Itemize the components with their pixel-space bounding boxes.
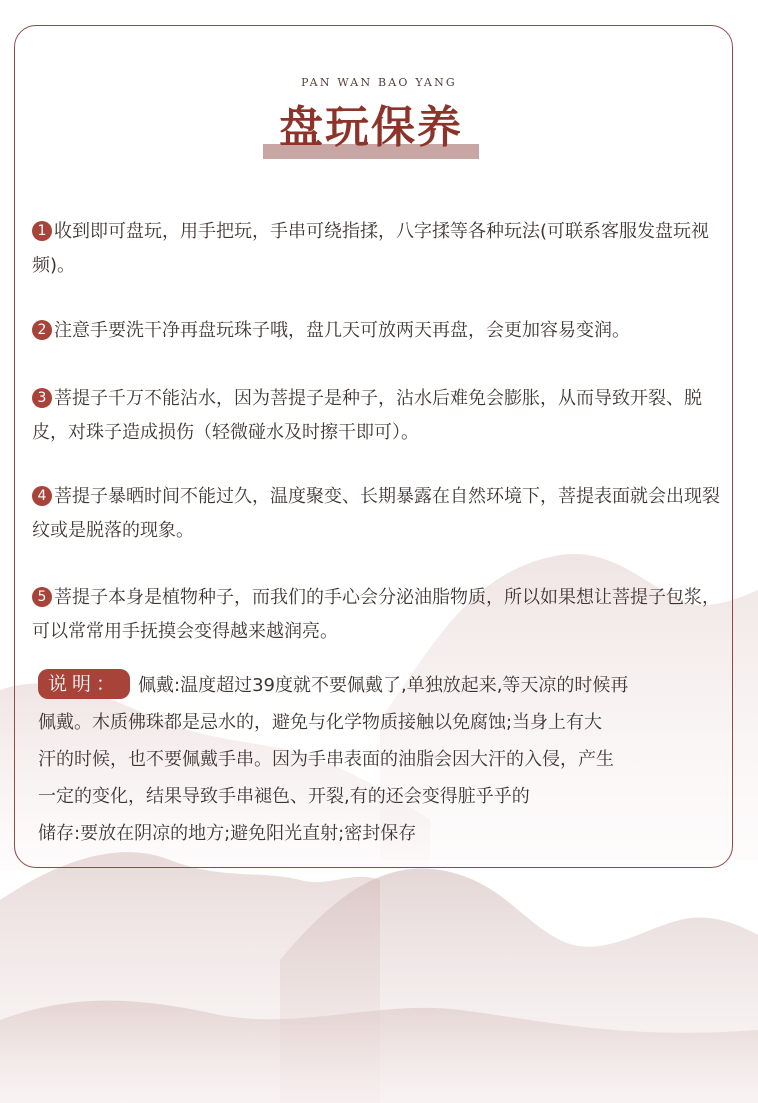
note-line: 汗的时候，也不要佩戴手串。因为手串表面的油脂会因大汗的入侵，产生 [38,749,614,770]
care-item-1 [32,215,724,283]
care-item-2 [32,314,724,348]
care-item-text: 菩提子千万不能沾水，因为菩提子是种子，沾水后难免会膨胀，从而导致开裂、脱皮，对珠子造成损伤（轻微碰水及时擦干即可）。 [32,388,702,443]
note-line: 储存:要放在阴凉的地方;避免阳光直射;密封保存 [38,823,417,844]
care-item-4 [32,480,724,548]
care-item-text: 注意手要洗干净再盘玩珠子哦，盘几天可放两天再盘，会更加容易变润。 [54,320,630,341]
number-badge: 4 [32,486,52,506]
care-item-text: 菩提子暴晒时间不能过久，温度聚变、长期暴露在自然环境下，菩提表面就会出现裂纹或是脱落的现象。 [32,486,720,541]
number-badge: 1 [32,221,52,241]
note-line: 佩戴。木质佛珠都是忌水的，避免与化学物质接触以免腐蚀;当身上有大 [38,712,603,733]
title-block [263,100,479,160]
note-line [38,667,718,704]
note-line: 一定的变化，结果导致手串褪色、开裂,有的还会变得脏乎乎的 [38,786,530,807]
note-section [38,667,718,852]
number-badge: 2 [32,320,52,340]
number-badge: 5 [32,587,52,607]
page-subtitle: PAN WAN BAO YANG [301,76,457,89]
care-item-5 [32,581,724,649]
care-item-3 [32,382,724,450]
note-line-text: 佩戴:温度超过39度就不要佩戴了,单独放起来,等天凉的时候再 [138,675,629,696]
note-badge: 说明： [38,669,130,699]
care-item-text: 收到即可盘玩，用手把玩，手串可绕指揉，八字揉等各种玩法(可联系客服发盘玩视频)。 [32,221,710,276]
number-badge: 3 [32,388,52,408]
care-item-text: 菩提子本身是植物种子，而我们的手心会分泌油脂物质，所以如果想让菩提子包浆，可以常常用手抚摸会变得越来越润亮。 [32,587,720,642]
page-title: 盘玩保养 [279,102,463,153]
